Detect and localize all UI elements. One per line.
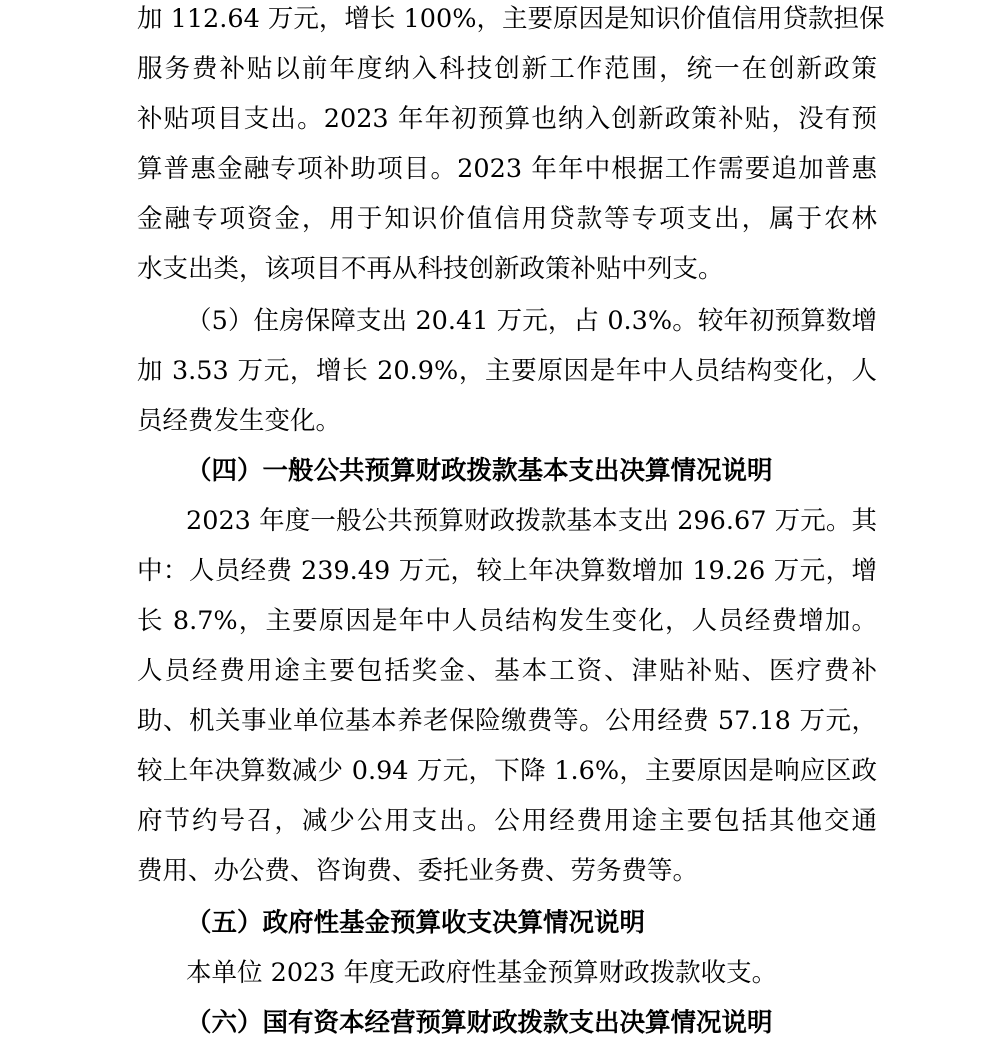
paragraph-line: 加 112.64 万元，增长 100%，主要原因是知识价值信用贷款担保	[137, 4, 885, 34]
paragraph-line: 本单位 2023 年度无政府性基金预算财政拨款收支。	[186, 958, 778, 988]
paragraph-line: 2023 年度一般公共预算财政拨款基本支出 296.67 万元。其	[186, 506, 877, 536]
paragraph-line: 助、机关事业单位基本养老保险缴费等。公用经费 57.18 万元，	[137, 706, 877, 736]
paragraph-line: 府节约号召，减少公用支出。公用经费用途主要包括其他交通	[137, 806, 877, 836]
paragraph-line: 人员经费用途主要包括奖金、基本工资、津贴补贴、医疗费补	[137, 656, 877, 686]
paragraph-line: 员经费发生变化。	[137, 406, 342, 436]
section-heading: （六）国有资本经营预算财政拨款支出决算情况说明	[186, 1008, 773, 1038]
paragraph-line: 中：人员经费 239.49 万元，较上年决算数增加 19.26 万元，增	[137, 556, 877, 586]
paragraph-line: （5）住房保障支出 20.41 万元，占 0.3%。较年初预算数增	[186, 306, 877, 336]
paragraph-line: 较上年决算数减少 0.94 万元，下降 1.6%，主要原因是响应区政	[137, 756, 877, 786]
paragraph-line: 服务费补贴以前年度纳入科技创新工作范围，统一在创新政策	[137, 54, 877, 84]
paragraph-line: 补贴项目支出。2023 年年初预算也纳入创新政策补贴，没有预	[137, 104, 877, 134]
paragraph-line: 金融专项资金，用于知识价值信用贷款等专项支出，属于农林	[137, 204, 877, 234]
section-heading: （五）政府性基金预算收支决算情况说明	[186, 908, 646, 938]
paragraph-line: 费用、办公费、咨询费、委托业务费、劳务费等。	[137, 856, 699, 886]
paragraph-line: 长 8.7%，主要原因是年中人员结构发生变化，人员经费增加。	[137, 606, 877, 636]
paragraph-line: 加 3.53 万元，增长 20.9%，主要原因是年中人员结构变化，人	[137, 356, 877, 386]
section-heading: （四）一般公共预算财政拨款基本支出决算情况说明	[186, 456, 773, 486]
paragraph-line: 算普惠金融专项补助项目。2023 年年中根据工作需要追加普惠	[137, 154, 877, 184]
paragraph-line: 水支出类，该项目不再从科技创新政策补贴中列支。	[137, 254, 724, 284]
